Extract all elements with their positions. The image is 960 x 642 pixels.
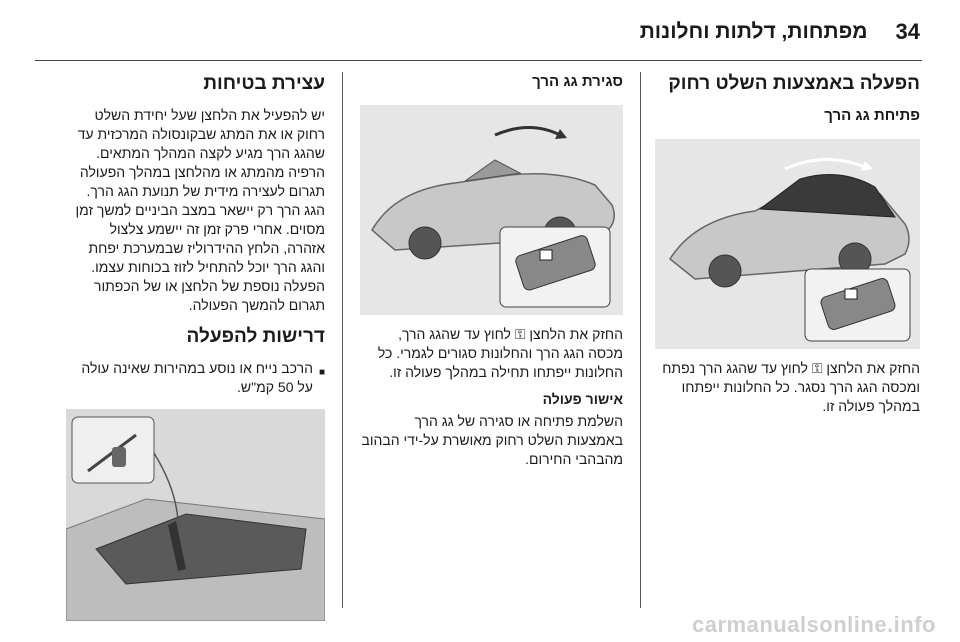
page-header xyxy=(32,14,920,50)
confirmation-title: אישור פעולה xyxy=(542,391,623,407)
subsection-title: פתיחת גג הרך xyxy=(824,107,920,124)
column-safety-stop xyxy=(66,72,325,631)
close-roof-instructions: החזק את הלחצן ⚿ לחוץ עד שהגג הרך, מכסה הגג הרך והחלונות סגורים לגמרי. כל החלונות ייפתחו תחילה במהלך פעולה זו. xyxy=(377,326,623,380)
header-rule xyxy=(35,60,922,61)
column-divider-left xyxy=(342,72,343,608)
column-divider-right xyxy=(640,72,641,608)
trunk-cover-illustration xyxy=(66,409,325,621)
car-close-roof-illustration xyxy=(360,105,623,315)
confirmation-text: השלמת פתיחה או סגירה של גג הרך באמצעות השלט רחוק מאושרת על-ידי הבהוב מהבהבי החירום. xyxy=(361,413,623,467)
page-number: 34 xyxy=(895,19,920,44)
bullet-square-icon: ■ xyxy=(318,367,325,378)
requirements-title: דרישות להפעלה xyxy=(186,326,325,347)
convertible-car-icon xyxy=(360,105,623,315)
open-roof-instructions: החזק את הלחצן ⚿ לחוץ עד שהגג הרך נפתח ומכסה הגג הרך נסגר. כל החלונות ייפתחו במהלך פעולה זו. xyxy=(662,360,920,414)
requirement-text: הרכב נייח או נוסע במהירות שאינה עולה על 50 קמ"ש. xyxy=(81,360,313,395)
requirement-item xyxy=(66,359,325,397)
watermark: carmanualsonline.info xyxy=(692,612,936,637)
section-title: סגירת גג הרך xyxy=(532,73,623,90)
section-title: הפעלה באמצעות השלט רחוק xyxy=(668,73,920,94)
safety-stop-text: יש להפעיל את הלחצן שעל יחידת השלט רחוק או את המתג שבקונסולה המרכזית עד שהגג הרך מגיע לקצה המהלך המתאים. הרפיה מהמתג או מהלחצן במהלך הפעולה תגרום לעצירה מידית של תנועת הגג הרך. הגג הרך רק יישאר במצב הביניים למשך זמן מסוים. אחרי פרק זמן זה יישמע צלצול אזהרה, הלחץ ההידרוליז שבמערכת יפחת והגג הרך יוכל להתחיל לזוז בכוחות עצמו. הפעלה נוספת של הלחצן או של הכפתור תגרום להמשך הפעולה. xyxy=(75,107,325,313)
column-close-roof xyxy=(360,72,623,469)
column-remote-operation xyxy=(655,72,920,416)
section-title: עצירת בטיחות xyxy=(203,73,325,94)
running-title: מפתחות, דלתות וחלונות xyxy=(639,20,868,43)
car-open-roof-illustration xyxy=(655,139,920,349)
trunk-interior-icon xyxy=(66,409,325,621)
convertible-car-icon xyxy=(655,139,920,349)
